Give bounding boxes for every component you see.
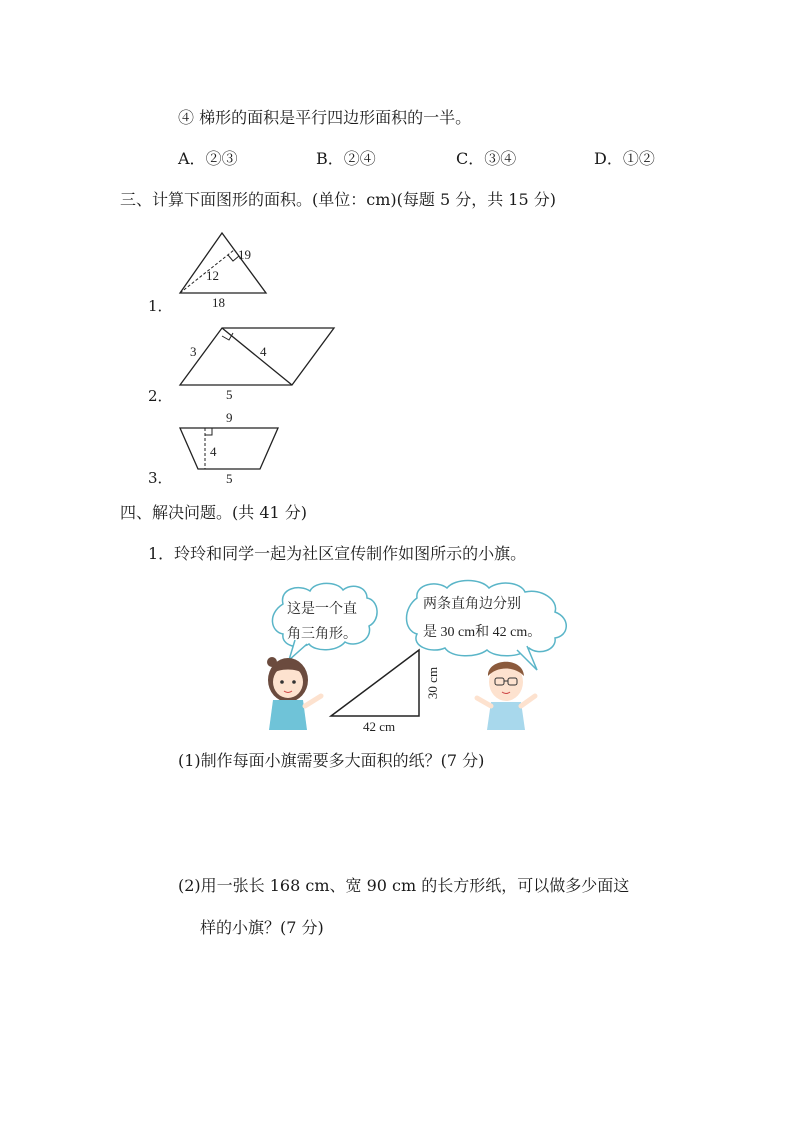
section3-title: 三、计算下面图形的面积。(单位：cm)(每题 5 分，共 15 分) — [120, 190, 556, 209]
problem-2-number: 2． — [148, 387, 173, 405]
problem-3-number: 3． — [148, 469, 173, 487]
choice-c[interactable] — [456, 149, 516, 169]
speech-bubble-right — [407, 581, 567, 671]
choice-letter: D． — [594, 149, 623, 168]
right-triangle-flag — [331, 650, 440, 734]
choice-a[interactable] — [178, 149, 238, 169]
flag-illustration — [255, 578, 585, 740]
triangle-figure — [170, 226, 280, 312]
choice-item-4: ④ 梯形的面积是平行四边形面积的一半。 — [178, 108, 472, 127]
choice-letter: C． — [456, 149, 485, 168]
sub-question-1: (1)制作每面小旗需要多大面积的纸？(7 分) — [178, 751, 485, 770]
speech-bubble-left — [272, 583, 377, 660]
flag-base-label: 42 cm — [363, 719, 396, 734]
problem-1-number: 1． — [148, 297, 173, 315]
side-label: 19 — [238, 247, 251, 262]
bottom-label: 5 — [226, 471, 233, 486]
choice-d[interactable] — [594, 149, 655, 169]
choice-value: ②④ — [343, 149, 376, 168]
bubble-left-line1: 这是一个直 — [287, 602, 357, 617]
height-label: 12 — [206, 268, 219, 283]
problem-1-text: 1．玲玲和同学一起为社区宣传制作如图所示的小旗。 — [148, 544, 527, 563]
bubble-right-line1: 两条直角边分别 — [423, 597, 521, 612]
base-label: 5 — [226, 387, 233, 402]
height-label: 4 — [260, 344, 267, 359]
flag-height-label: 30 cm — [425, 666, 440, 700]
choice-b[interactable] — [316, 149, 376, 169]
top-label: 9 — [226, 410, 233, 425]
height-label: 4 — [210, 444, 217, 459]
trapezoid-figure — [170, 404, 310, 486]
choice-value: ②③ — [205, 149, 238, 168]
boy-illustration — [477, 662, 535, 730]
parallelogram-figure — [170, 318, 345, 408]
sub-question-2-line2: 样的小旗？(7 分) — [200, 918, 324, 937]
section4-title: 四、解决问题。(共 41 分) — [120, 503, 308, 522]
base-label: 18 — [212, 295, 225, 310]
choice-value: ③④ — [484, 149, 517, 168]
choice-value: ①② — [622, 149, 655, 168]
sub-question-2-line1: (2)用一张长 168 cm、宽 90 cm 的长方形纸，可以做多少面这 — [178, 876, 630, 895]
side-label: 3 — [190, 344, 197, 359]
bubble-left-line2: 角三角形。 — [287, 627, 357, 642]
choice-letter: B． — [316, 149, 344, 168]
choice-letter: A． — [178, 149, 206, 168]
girl-illustration — [267, 657, 321, 730]
bubble-right-line2: 是 30 cm和 42 cm。 — [423, 625, 542, 640]
